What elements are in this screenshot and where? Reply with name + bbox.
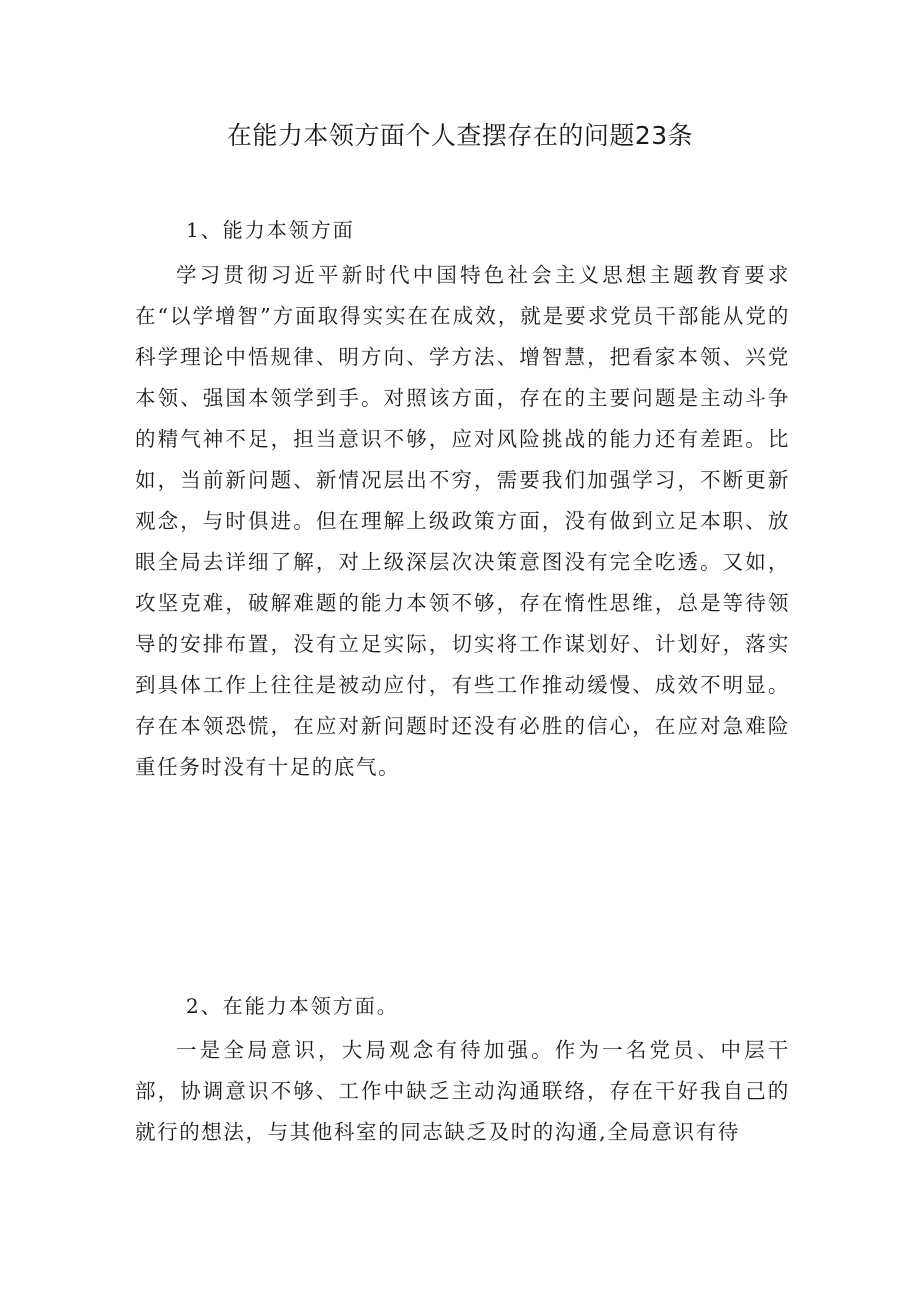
section-heading-1: 1、能力本领方面 (186, 218, 355, 242)
document-title: 在能力本领方面个人查摆存在的问题23条 (226, 121, 694, 150)
section-heading-2: 2、在能力本领方面。 (186, 994, 399, 1018)
section-paragraph-2: 一是全局意识，大局观念有待加强。作为一名党员、中层干部，协调意识不够、工作中缺乏主动沟通联络，存在干好我自己的就行的想法，与其他科室的同志缺乏及时的沟通,全局意识有待 (135, 1038, 790, 1144)
section-paragraph-1: 学习贯彻习近平新时代中国特色社会主义思想主题教育要求在“以学增智”方面取得实实在在成效，就是要求党员干部能从党的科学理论中悟规律、明方向、学方法、增智慧，把看家本领、兴党本领、强国本领学到手。对照该方面，存在的主要问题是主动斗争的精气神不足，担当意识不够，应对风险挑战的能力还有差距。比如，当前新问题、新情况层出不穷，需要我们加强学习，不断更新观念，与时俱进。但在理解上级政策方面，没有做到立足本职、放眼全局去详细了解，对上级深层次决策意图没有完全吃透。又如，攻坚克难，破解难题的能力本领不够，存在惰性思维，总是等待领导的安排布置，没有立足实际，切实将工作谋划好、计划好，落实到具体工作上往往是被动应付，有些工作推动缓慢、成效不明显。存在本领恐慌，在应对新问题时还没有必胜的信心，在应对急难险重任务时没有十足的底气。 (135, 263, 790, 779)
